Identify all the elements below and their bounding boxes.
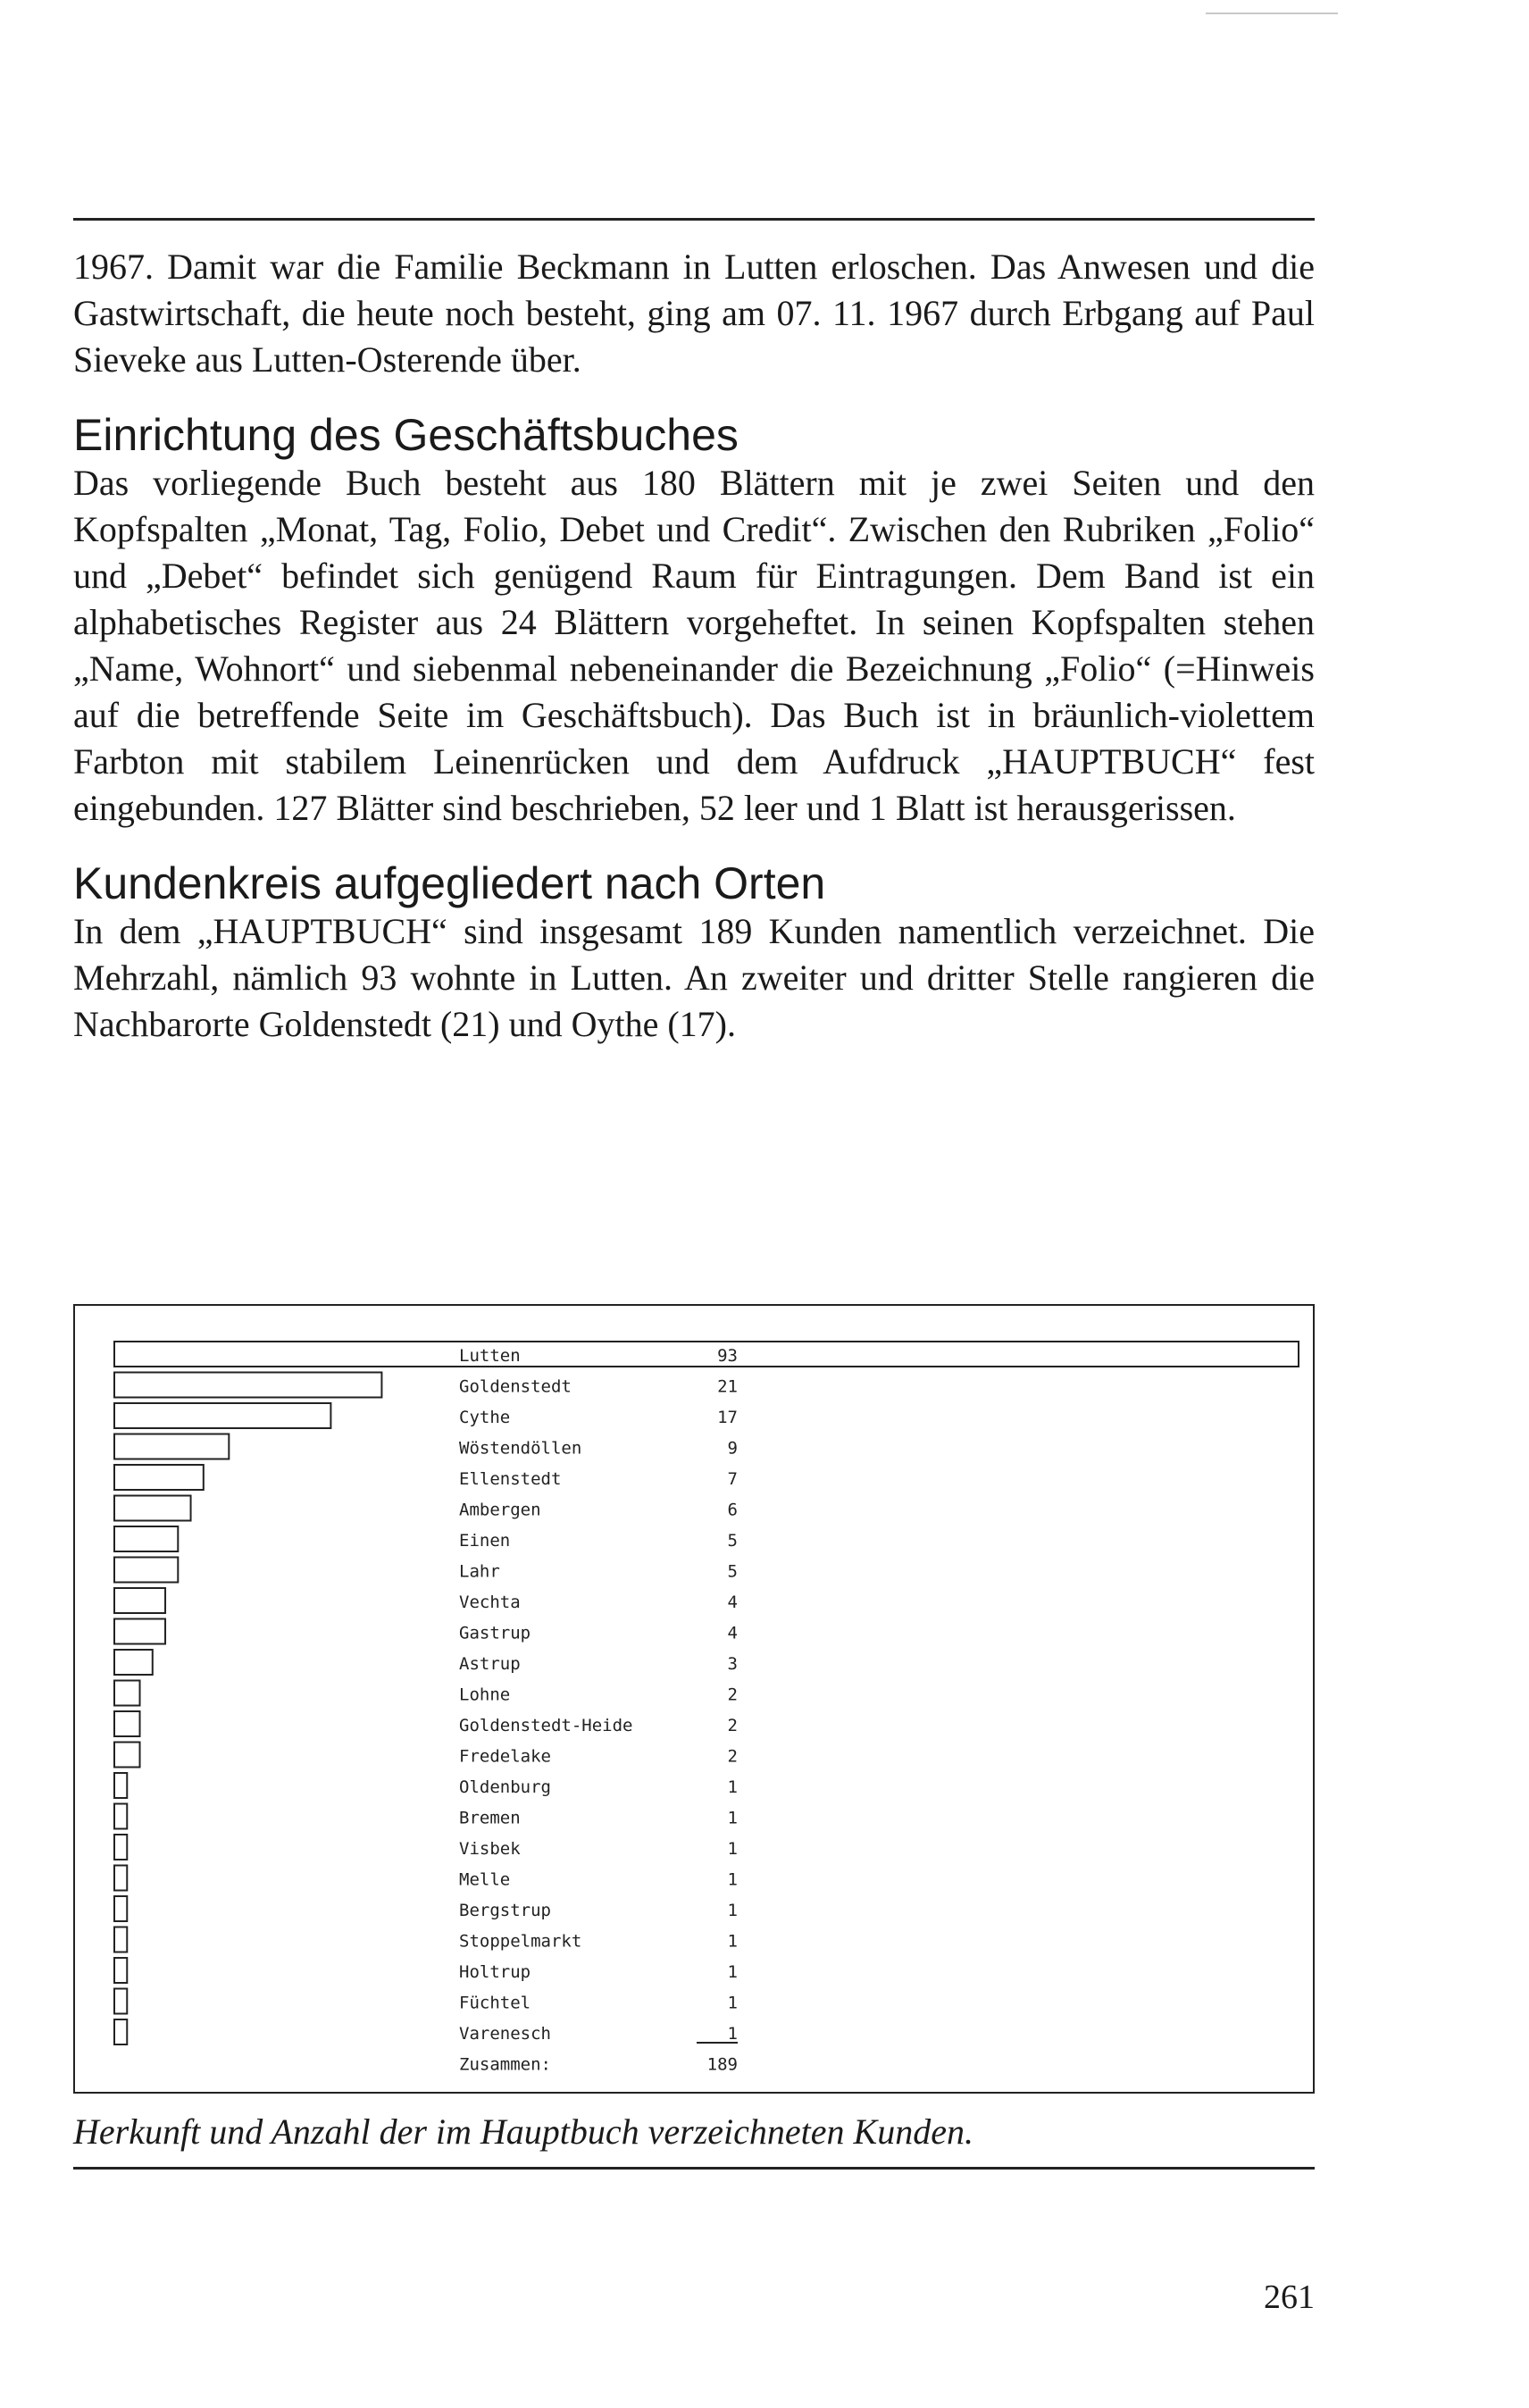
category-label: Gastrup bbox=[459, 1623, 531, 1643]
category-label: Fredelake bbox=[459, 1746, 551, 1767]
category-label: Varenesch bbox=[459, 2024, 551, 2044]
section-text-geschaeftsbuch: Das vorliegende Buch besteht aus 180 Blättern mit je zwei Seiten und den Kopfspalten „Monat, Tag, Folio, Debet und Credit“. Zwischen den Rubriken „Folio“ und „Debet“ befindet sich genügend Raum für Eintragungen. Dem Band ist ein alphabetisches Register aus 24 Blättern vorgeheftet. In seinen Kopfspalten stehen „Name, Wohnort“ und siebenmal nebeneinander die Bezeichnung „Folio“ (=Hinweis auf die betreffende Seite im Geschäftsbuch). Das Buch ist in bräunlich-violettem Farbton mit stabilem Leinenrücken und dem Aufdruck „HAUPTBUCH“ fest eingebunden. 127 Blätter sind beschrieben, 52 leer und 1 Blatt ist herausgerissen. bbox=[73, 463, 1315, 828]
bar-wöstendöllen bbox=[114, 1434, 229, 1459]
bar-lohne bbox=[114, 1681, 140, 1706]
category-label: Melle bbox=[459, 1869, 511, 1890]
bar-cythe bbox=[114, 1403, 330, 1428]
bar-holtrup bbox=[114, 1958, 127, 1983]
category-label: Einen bbox=[459, 1531, 511, 1551]
bar-einen bbox=[114, 1526, 178, 1551]
bar-vechta bbox=[114, 1588, 165, 1613]
category-label: Visbek bbox=[459, 1839, 521, 1859]
section-heading-kundenkreis: Kundenkreis aufgegliedert nach Orten bbox=[73, 858, 826, 908]
value-label: 93 bbox=[717, 1346, 738, 1366]
category-label: Ambergen bbox=[459, 1500, 541, 1520]
category-label: Füchtel bbox=[459, 1993, 531, 2013]
category-label: Cythe bbox=[459, 1408, 511, 1427]
value-label: 1 bbox=[727, 1777, 738, 1797]
value-label: 2 bbox=[727, 1746, 738, 1767]
category-label: Bremen bbox=[459, 1808, 521, 1828]
intro-paragraph: 1967. Damit war die Familie Beckmann in Lutten erloschen. Das Anwesen und die Gastwirtschaft, die heute noch besteht, ging am 07. 11. 1967 durch Erbgang auf Paul Sieveke aus Lutten-Osterende über. bbox=[73, 247, 1315, 380]
value-label: 9 bbox=[727, 1438, 738, 1459]
category-label: Wöstendöllen bbox=[459, 1438, 582, 1459]
value-label: 4 bbox=[727, 1593, 738, 1612]
customer-chart-svg bbox=[75, 1306, 1313, 2092]
figure-caption: Herkunft und Anzahl der im Hauptbuch verzeichneten Kunden. bbox=[73, 2110, 1315, 2170]
value-label: 2 bbox=[727, 1685, 738, 1705]
bar-astrup bbox=[114, 1650, 153, 1675]
bar-melle bbox=[114, 1866, 127, 1891]
bar-fredelake bbox=[114, 1743, 140, 1768]
bar-oldenburg bbox=[114, 1773, 127, 1798]
category-label: Goldenstedt bbox=[459, 1376, 572, 1397]
section-heading-geschaeftsbuch: Einrichtung des Geschäftsbuches bbox=[73, 410, 739, 460]
section-text-kundenkreis: In dem „HAUPTBUCH“ sind insgesamt 189 Kunden namentlich verzeichnet. Die Mehrzahl, nämlich 93 wohnte in Lutten. An zweiter und dritter Stelle rangieren die Nachbarorte Goldenstedt (21) und Oythe (17). bbox=[73, 911, 1315, 1044]
category-label: Stoppelmarkt bbox=[459, 1931, 582, 1952]
page-number: 261 bbox=[1264, 2278, 1315, 2316]
bar-visbek bbox=[114, 1835, 127, 1860]
category-label: Lohne bbox=[459, 1685, 511, 1705]
category-label: Lutten bbox=[459, 1346, 521, 1366]
bar-bremen bbox=[114, 1804, 127, 1829]
value-label: 5 bbox=[727, 1531, 738, 1551]
value-label: 5 bbox=[727, 1561, 738, 1582]
value-label: 4 bbox=[727, 1623, 738, 1643]
value-label: 1 bbox=[727, 1962, 738, 1982]
bar-varenesch bbox=[114, 2019, 127, 2044]
bar-lahr bbox=[114, 1558, 178, 1583]
value-label: 1 bbox=[727, 2024, 738, 2044]
bar-goldenstedt-heide bbox=[114, 1711, 140, 1736]
category-label: Bergstrup bbox=[459, 1901, 551, 1920]
value-label: 1 bbox=[727, 1901, 738, 1920]
value-label: 21 bbox=[717, 1376, 738, 1397]
category-label: Lahr bbox=[459, 1561, 500, 1582]
bar-ellenstedt bbox=[114, 1465, 204, 1490]
bar-ambergen bbox=[114, 1496, 191, 1521]
category-label: Vechta bbox=[459, 1593, 521, 1612]
value-label: 1 bbox=[727, 1931, 738, 1952]
page-content bbox=[73, 218, 1315, 1048]
category-label: Holtrup bbox=[459, 1962, 531, 1982]
bar-füchtel bbox=[114, 1989, 127, 2014]
category-label: Ellenstedt bbox=[459, 1469, 562, 1489]
total-value: 189 bbox=[706, 2054, 738, 2075]
value-label: 17 bbox=[717, 1408, 738, 1427]
total-label: Zusammen: bbox=[459, 2054, 551, 2075]
category-label: Goldenstedt-Heide bbox=[459, 1716, 633, 1735]
value-label: 3 bbox=[727, 1654, 738, 1674]
customer-chart bbox=[73, 1304, 1315, 2094]
category-label: Astrup bbox=[459, 1654, 521, 1674]
bar-stoppelmarkt bbox=[114, 1927, 127, 1952]
bar-bergstrup bbox=[114, 1896, 127, 1921]
value-label: 6 bbox=[727, 1500, 738, 1520]
bar-goldenstedt bbox=[114, 1373, 381, 1398]
value-label: 2 bbox=[727, 1716, 738, 1735]
value-label: 1 bbox=[727, 1993, 738, 2013]
corner-rule bbox=[1206, 13, 1338, 14]
category-label: Oldenburg bbox=[459, 1777, 551, 1797]
value-label: 1 bbox=[727, 1808, 738, 1828]
value-label: 1 bbox=[727, 1869, 738, 1890]
bar-lutten bbox=[114, 1342, 1299, 1367]
value-label: 7 bbox=[727, 1469, 738, 1489]
bar-gastrup bbox=[114, 1619, 165, 1644]
value-label: 1 bbox=[727, 1839, 738, 1859]
top-rule bbox=[73, 218, 1315, 221]
